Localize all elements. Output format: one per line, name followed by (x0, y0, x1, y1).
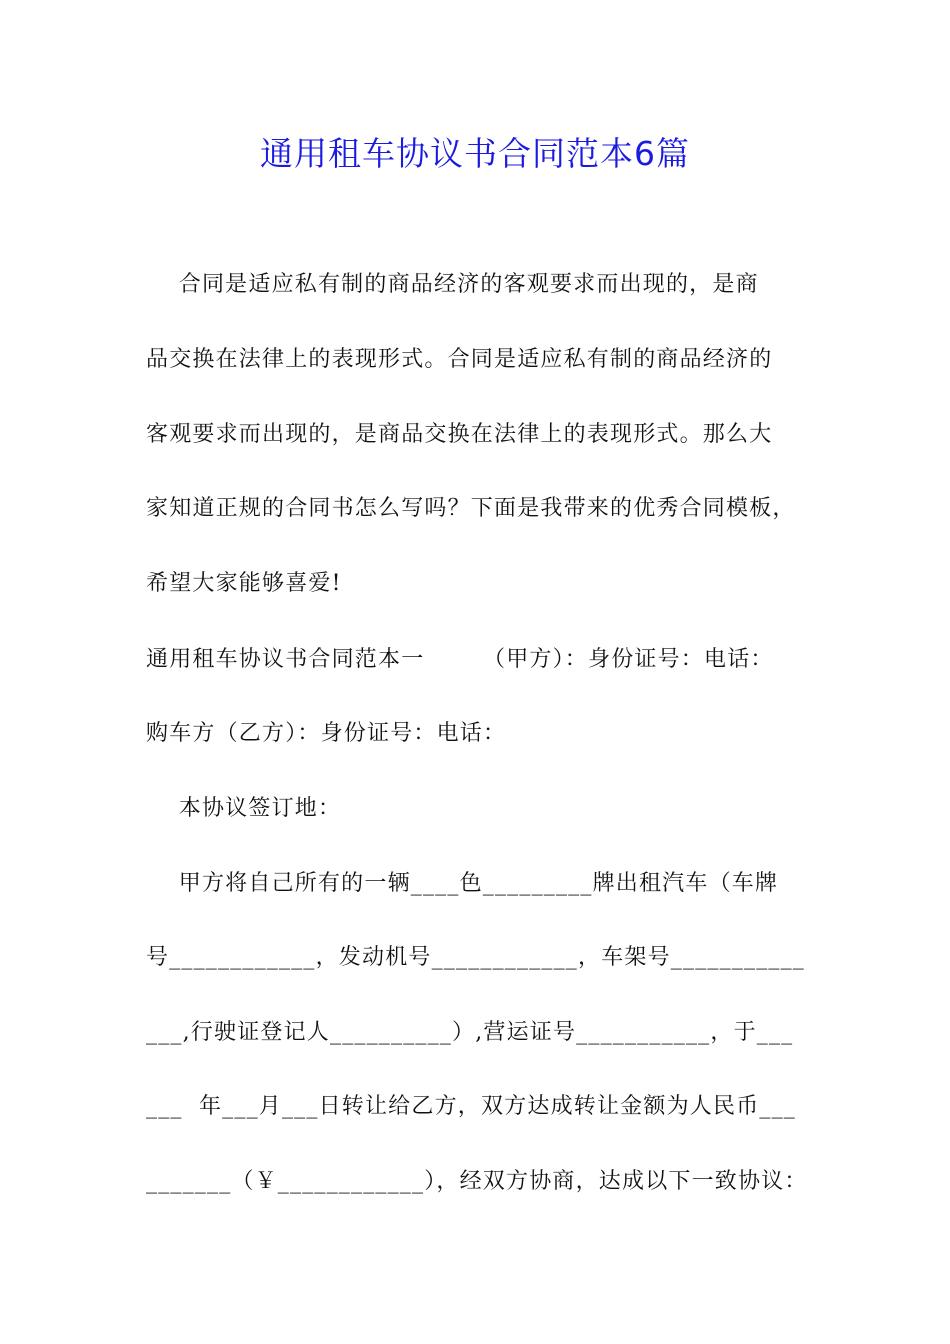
paragraph-line: 品交换在法律上的表现形式。合同是适应私有制的商品经济的 (146, 347, 773, 372)
paragraph-line: 希望大家能够喜爱! (146, 571, 342, 596)
paragraph-line: 客观要求而出现的，是商品交换在法律上的表现形式。那么大 (146, 422, 773, 447)
paragraph-line: 甲方将自己所有的一辆____色_________牌出租汽车（车牌 (146, 871, 779, 896)
paragraph-line: 家知道正规的合同书怎么写吗？下面是我带来的优秀合同模板， (146, 496, 796, 521)
paragraph-line: 购车方（乙方）：身份证号：电话： (146, 721, 507, 746)
paragraph-line: 本协议签订地： (146, 796, 342, 821)
contract-heading-line: 通用租车协议书合同范本一 （甲方）：身份证号：电话： (146, 647, 774, 672)
document-title: 通用租车协议书合同范本6篇 (260, 134, 690, 173)
paragraph-line: ___ 年___月___日转让给乙方，双方达成转让金额为人民币___ (146, 1094, 796, 1119)
paragraph-line: ___,行驶证登记人__________）,营运证号___________，于___ (146, 1020, 794, 1045)
paragraph-line: 号____________，发动机号____________，车架号___________ (146, 945, 806, 970)
paragraph-line: _______（￥____________），经双方协商，达成以下一致协议： (146, 1169, 808, 1194)
paragraph-line: 合同是适应私有制的商品经济的客观要求而出现的，是商 (146, 272, 759, 297)
